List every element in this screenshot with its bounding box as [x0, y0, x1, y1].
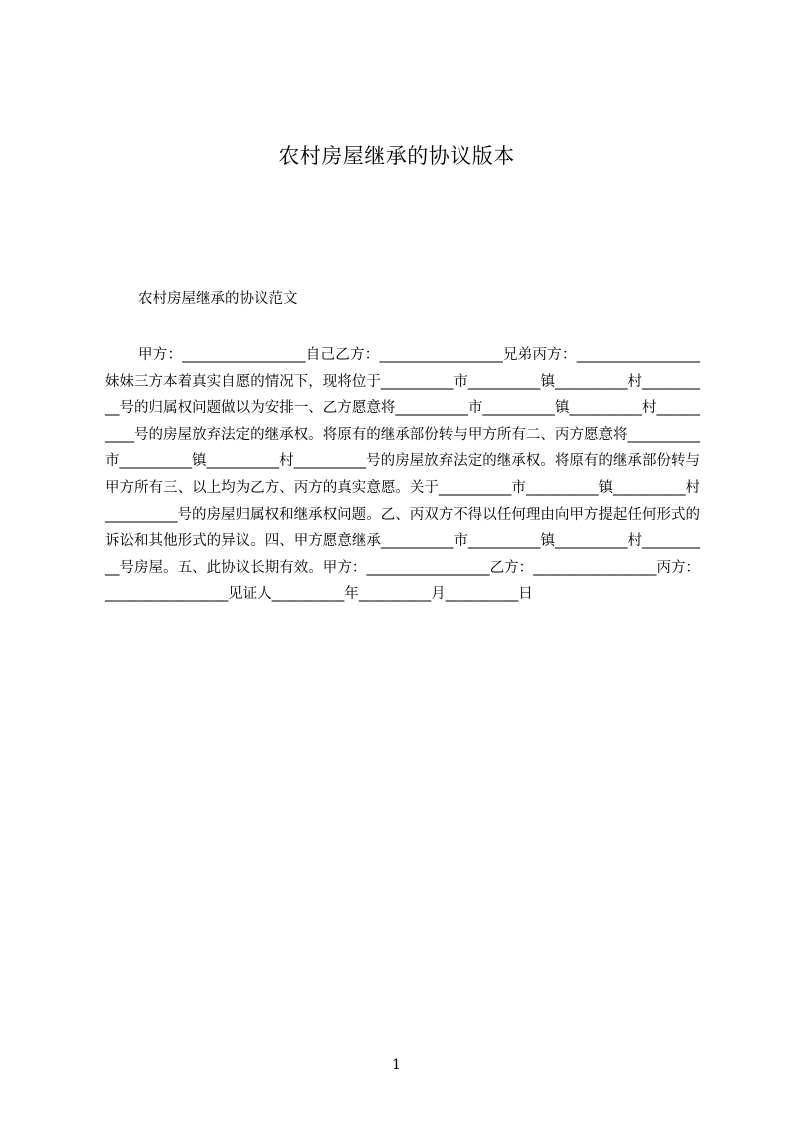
agreement-body-paragraph: 甲方：_________________自己乙方：_________________兄弟丙方：_________________妹妹三方本着真实自愿的情况下，现将位于__________市__________镇__________村__________号的归属权问题做以为安排一、乙方愿意将__________市__________镇__________村__________号的房屋放弃法定的继承权。将原有的继承部份转与甲方所有二、丙方愿意将__________市__________镇__________村__________号的房屋放弃法定的继承权。将原有的继承部份转与甲方所有三、以上均为乙方、丙方的真实意愿。关于__________市__________镇__________村__________号的房屋归属权和继承权问题。乙、丙双方不得以任何理由向甲方提起任何形式的诉讼和其他形式的异议。四、甲方愿意继承__________市__________镇__________村__________号房屋。五、此协议长期有效。甲方：_________________乙方：_________________丙方：_________________见证人__________年__________月__________日	[105, 347, 700, 603]
document-subtitle: 农村房屋继承的协议范文	[138, 291, 298, 307]
page-number: 1	[392, 1057, 401, 1073]
document-title: 农村房屋继承的协议版本	[278, 144, 515, 168]
